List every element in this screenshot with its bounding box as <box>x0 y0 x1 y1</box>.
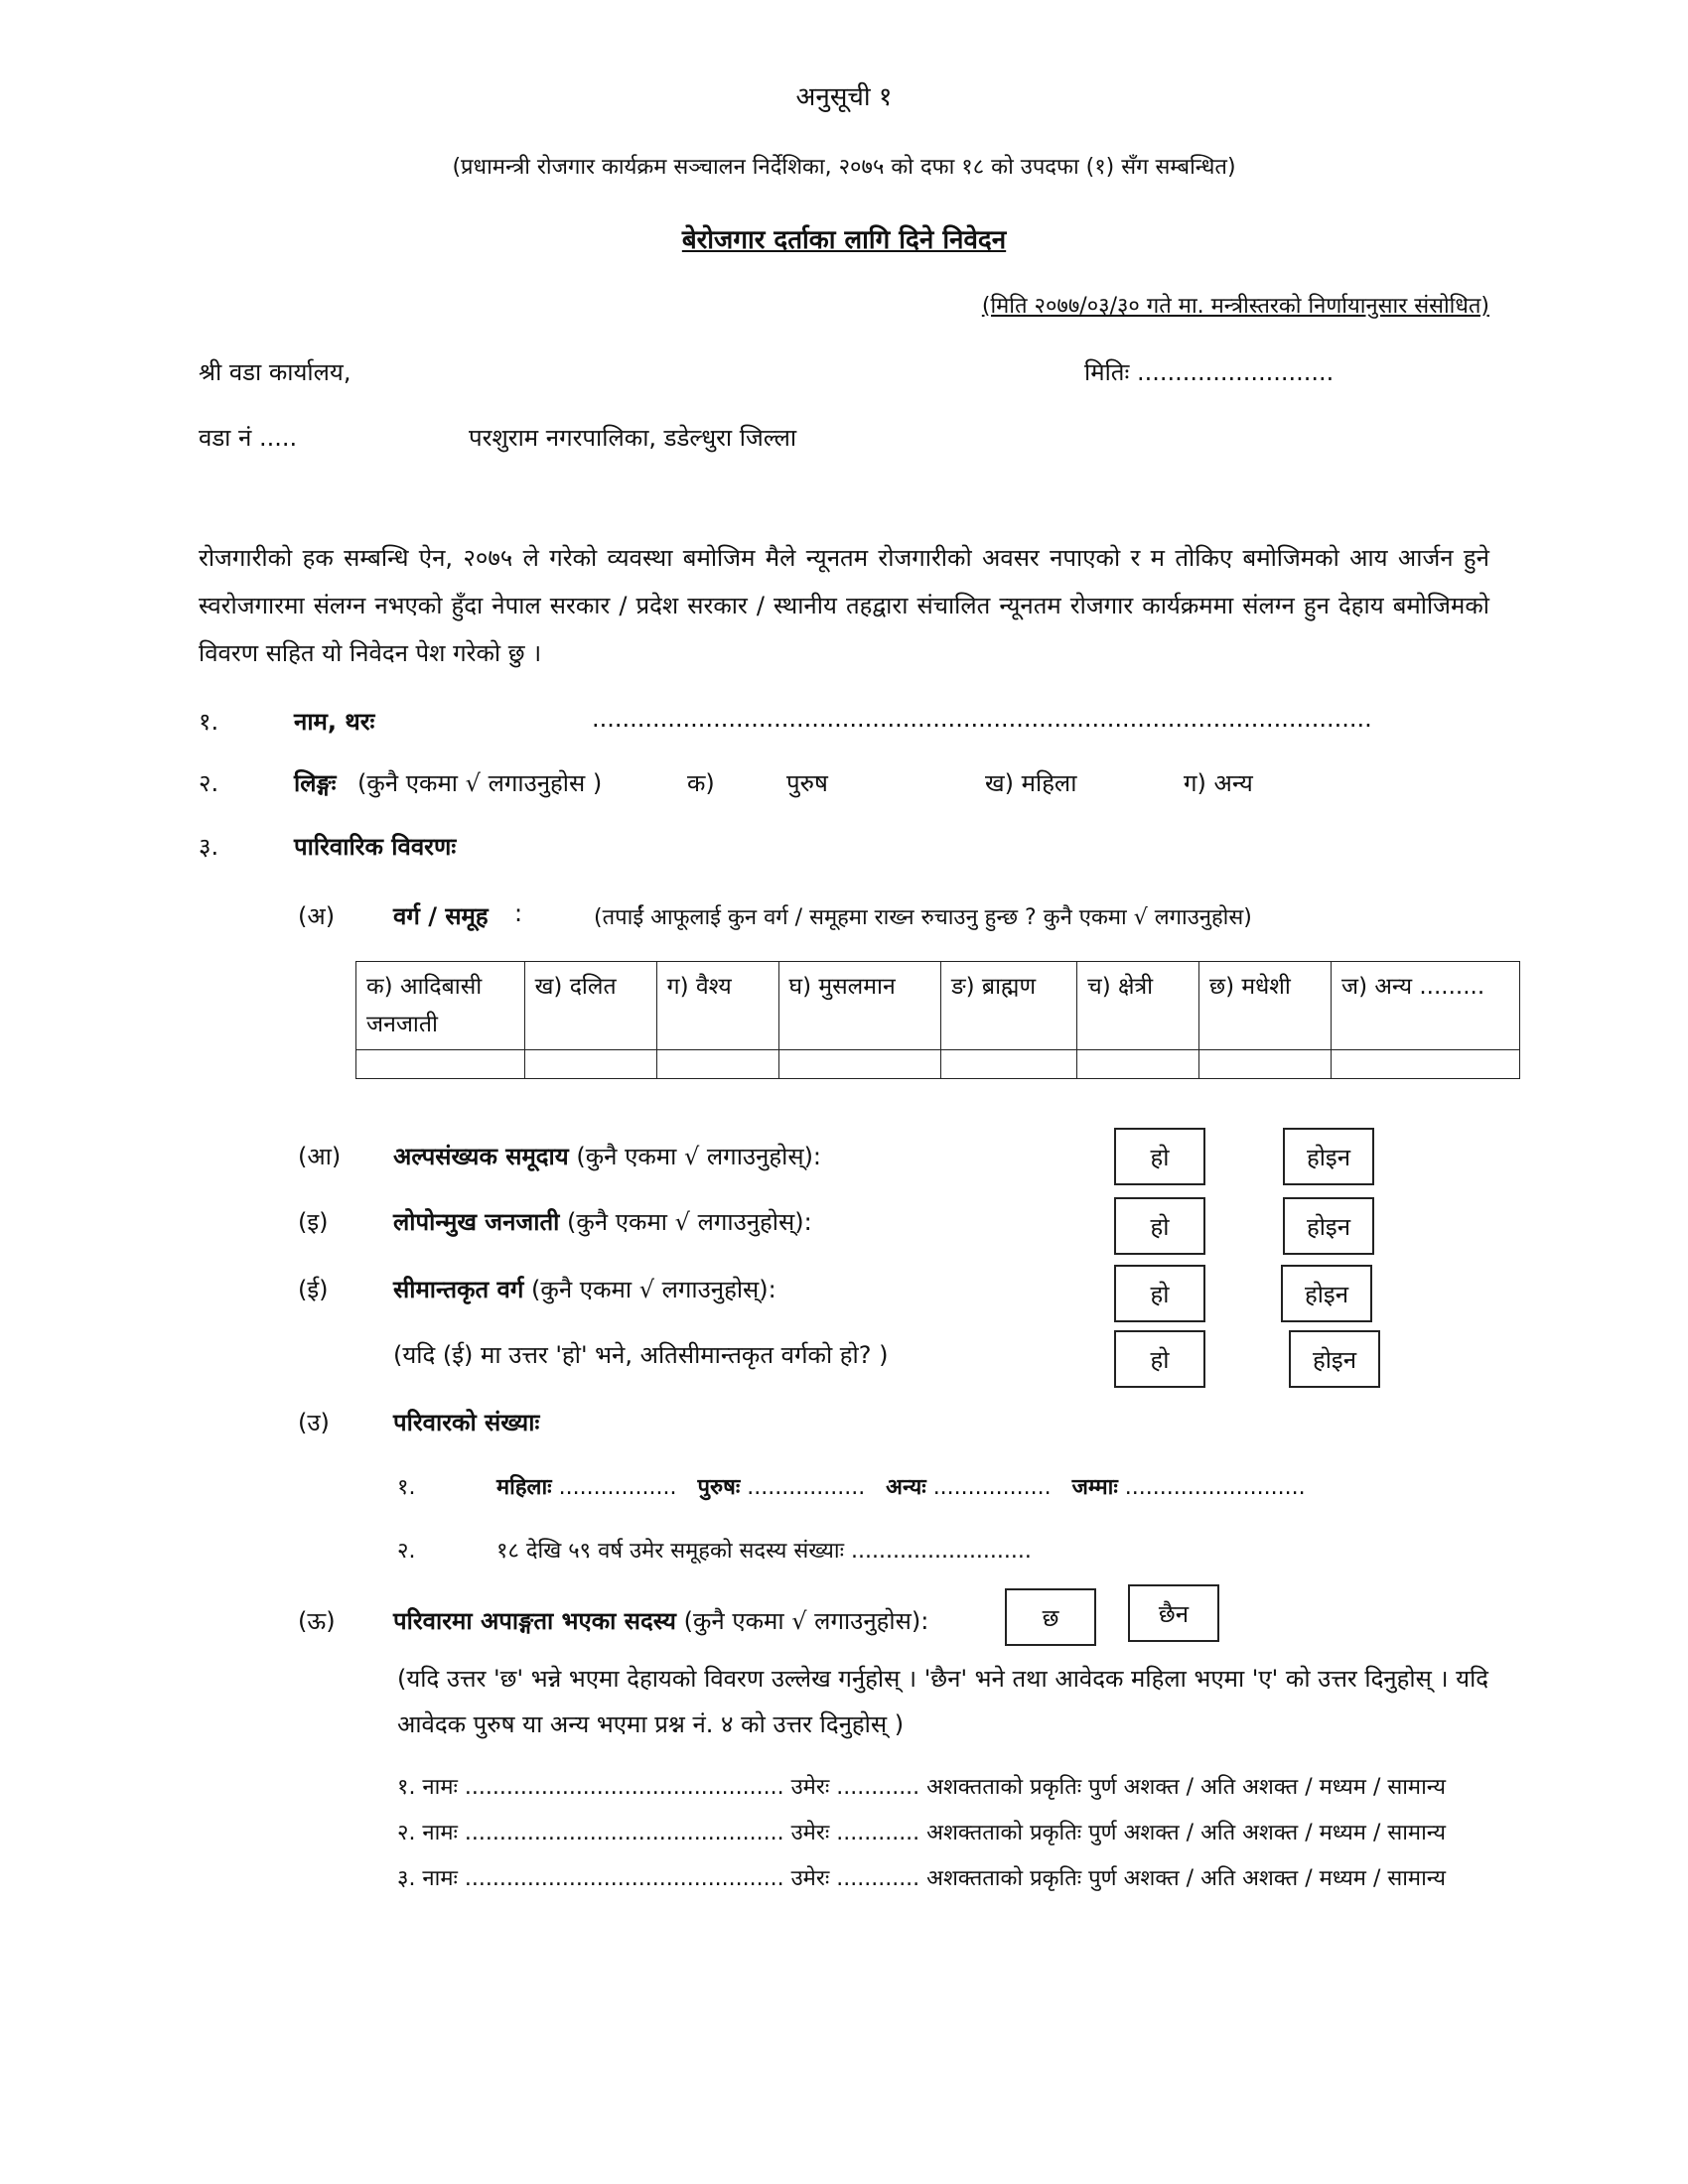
item3i-instruction: (कुनै एकमा √ लगाउनुहोस्): <box>567 1208 812 1236</box>
schedule-heading: अनुसूची १ <box>795 82 893 112</box>
caste-check-adibasi[interactable] <box>356 1050 525 1079</box>
caste-cell-madhesi: छ) मधेशी <box>1198 962 1331 1050</box>
endangered-no-box[interactable]: होइन <box>1283 1197 1374 1255</box>
disability-no-box[interactable]: छैन <box>1128 1584 1219 1642</box>
disability-note: (यदि उत्तर 'छ' भन्ने भएमा देहायको विवरण उल्लेख गर्नुहोस् । 'छैन' भने तथा आवेदक महिला भएमा 'ए' को उत्तर दिनुहोस् । यदि आवेदक पुरुष या अन्य भएमा प्रश्न नं. ४ को उत्तर दिनुहोस् ) <box>397 1665 1489 1738</box>
extreme-marginalized-yes-box[interactable]: हो <box>1114 1330 1205 1388</box>
item3uu-label: परिवारमा अपाङ्गता भएका सदस्य <box>393 1607 676 1635</box>
ward-number-field[interactable]: वडा नं ..... <box>199 424 298 452</box>
female-count-field[interactable]: ................. <box>558 1475 677 1500</box>
item3a-key: (अ) <box>298 902 336 930</box>
caste-cell-kshetri: च) क्षेत्री <box>1077 962 1199 1050</box>
item1-label: नाम, थरः <box>294 708 375 736</box>
gender-option-male[interactable]: पुरुष <box>786 769 828 797</box>
endangered-yes-box[interactable]: हो <box>1114 1197 1205 1255</box>
item3ii-label: सीमान्तकृत वर्ग <box>393 1276 524 1303</box>
document-title: बेरोजगार दर्ताका लागि दिने निवेदन <box>681 225 1007 255</box>
family-count-row1 <box>496 1471 1306 1501</box>
item3uu-key: (ऊ) <box>298 1607 336 1635</box>
gender-option-other[interactable]: ग) अन्य <box>1184 769 1253 797</box>
item3u-label: परिवारको संख्याः <box>393 1409 540 1436</box>
item3i-text <box>393 1205 812 1238</box>
date-field[interactable]: मितिः .......................... <box>1084 358 1335 386</box>
caste-cell-muslim: घ) मुसलमान <box>778 962 941 1050</box>
gender-option-female[interactable]: ख) महिला <box>985 769 1077 797</box>
intro-paragraph: रोजगारीको हक सम्बन्धि ऐन, २०७५ ले गरेको व्यवस्था बमोजिम मैले न्यूनतम रोजगारीको अवसर नपाएको र म तोकिए बमोजिमको आय आर्जन हुने स्वरोजगारमा संलग्न नभएको हुँदा नेपाल सरकार / प्रदेश सरकार / स्थानीय तहद्वारा संचालित न्यूनतम रोजगार कार्यक्रममा संलग्न हुन देहाय बमोजिमको विवरण सहित यो निवेदन पेश गरेको छु । <box>199 544 1489 667</box>
item3ii-followup: (यदि (ई) मा उत्तर 'हो' भने, अतिसीमान्तकृत वर्गको हो? ) <box>393 1341 889 1369</box>
item2-label: लिङ्गः <box>294 769 337 797</box>
item3aa-key: (आ) <box>298 1143 342 1170</box>
total-count-label: जम्माः <box>1071 1475 1118 1500</box>
item3aa-label: अल्पसंख्यक समूदाय <box>393 1143 569 1170</box>
municipality-line: परशुराम नगरपालिका, डडेल्धुरा जिल्ला <box>469 424 797 452</box>
item3a-question: (तपाईं आफूलाई कुन वर्ग / समूहमा राख्न रुचाउनु हुन्छ ? कुनै एकमा √ लगाउनुहोस) <box>594 905 1252 930</box>
minority-yes-box[interactable]: हो <box>1114 1128 1205 1185</box>
family-count-row1-num: १. <box>397 1475 416 1500</box>
caste-check-brahmin[interactable] <box>941 1050 1077 1079</box>
caste-table-header-row <box>356 962 1520 1050</box>
other-count-field[interactable]: ................. <box>932 1475 1052 1500</box>
female-count-label: महिलाः <box>496 1475 552 1500</box>
disabled-member-row-1[interactable]: १. नामः .............................................. उमेरः ............ अशक्तताको प्रकृतिः पुर्ण अशक्त / अति अशक्त / मध्यम / सामान्य <box>397 1775 1447 1800</box>
extreme-marginalized-no-box[interactable]: होइन <box>1289 1330 1380 1388</box>
disabled-member-row-2[interactable]: २. नामः .............................................. उमेरः ............ अशक्तताको प्रकृतिः पुर्ण अशक्त / अति अशक्त / मध्यम / सामान्य <box>397 1821 1447 1845</box>
amendment-note: (मिति २०७७/०३/३० गते मा. मन्त्रीस्तरको निर्णायानुसार संसोधित) <box>981 294 1489 319</box>
marginalized-yes-box[interactable]: हो <box>1114 1265 1205 1322</box>
item3-number: ३. <box>199 833 219 861</box>
item3ii-text <box>393 1273 776 1305</box>
caste-check-dalit[interactable] <box>524 1050 656 1079</box>
caste-cell-vaishya: ग) वैश्य <box>656 962 778 1050</box>
minority-no-box[interactable]: होइन <box>1283 1128 1374 1185</box>
caste-check-kshetri[interactable] <box>1077 1050 1199 1079</box>
caste-table <box>355 961 1520 1079</box>
family-count-row2-num: २. <box>397 1539 416 1564</box>
item3a-colon: : <box>514 899 523 927</box>
item1-number: १. <box>199 708 219 736</box>
item3i-key: (इ) <box>298 1208 329 1236</box>
marginalized-no-box[interactable]: होइन <box>1281 1265 1372 1322</box>
caste-cell-brahmin: ङ) ब्राह्मण <box>941 962 1077 1050</box>
reference-line: (प्रधामन्त्री रोजगार कार्यक्रम सञ्चालन निर्देशिका, २०७५ को दफा १८ को उपदफा (१) सँग सम्बन्धित) <box>452 155 1236 180</box>
item3ii-instruction: (कुनै एकमा √ लगाउनुहोस्): <box>531 1276 776 1303</box>
disability-yes-box[interactable]: छ <box>1005 1588 1096 1646</box>
gender-option-a-key: क) <box>687 769 715 797</box>
item3i-label: लोपोन्मुख जनजाती <box>393 1208 560 1236</box>
caste-check-muslim[interactable] <box>778 1050 941 1079</box>
item3uu-instruction: (कुनै एकमा √ लगाउनुहोस): <box>683 1607 929 1635</box>
item3u-key: (उ) <box>298 1409 330 1436</box>
caste-check-vaishya[interactable] <box>656 1050 778 1079</box>
caste-table-check-row <box>356 1050 1520 1079</box>
item3aa-instruction: (कुनै एकमा √ लगाउनुहोस्): <box>576 1143 822 1170</box>
other-count-label: अन्यः <box>886 1475 926 1500</box>
working-age-count-field[interactable]: १८ देखि ५९ वर्ष उमेर समूहको सदस्य संख्याः .......................... <box>496 1539 1032 1564</box>
item2-number: २. <box>199 769 219 797</box>
caste-cell-other: ज) अन्य ......... <box>1332 962 1520 1050</box>
item3ii-key: (ई) <box>298 1276 329 1303</box>
item3uu-text <box>393 1604 928 1637</box>
caste-check-other[interactable] <box>1332 1050 1520 1079</box>
name-field[interactable]: ....................................................................................................... <box>592 705 1372 733</box>
male-count-label: पुरुषः <box>697 1475 741 1500</box>
disabled-member-row-3[interactable]: ३. नामः .............................................. उमेरः ............ अशक्तताको प्रकृतिः पुर्ण अशक्त / अति अशक्त / मध्यम / सामान्य <box>397 1866 1447 1891</box>
caste-cell-dalit: ख) दलित <box>524 962 656 1050</box>
item3aa-text <box>393 1140 821 1172</box>
item2-instruction: (कुनै एकमा √ लगाउनुहोस ) <box>357 769 603 797</box>
addressee: श्री वडा कार्यालय, <box>199 358 352 386</box>
caste-check-madhesi[interactable] <box>1198 1050 1331 1079</box>
item3a-label: वर्ग / समूह <box>393 902 489 930</box>
male-count-field[interactable]: ................. <box>747 1475 866 1500</box>
total-count-field[interactable]: .......................... <box>1124 1475 1306 1500</box>
item3-label: पारिवारिक विवरणः <box>294 833 457 861</box>
caste-cell-adibasi: क) आदिबासी जनजाती <box>356 962 525 1050</box>
